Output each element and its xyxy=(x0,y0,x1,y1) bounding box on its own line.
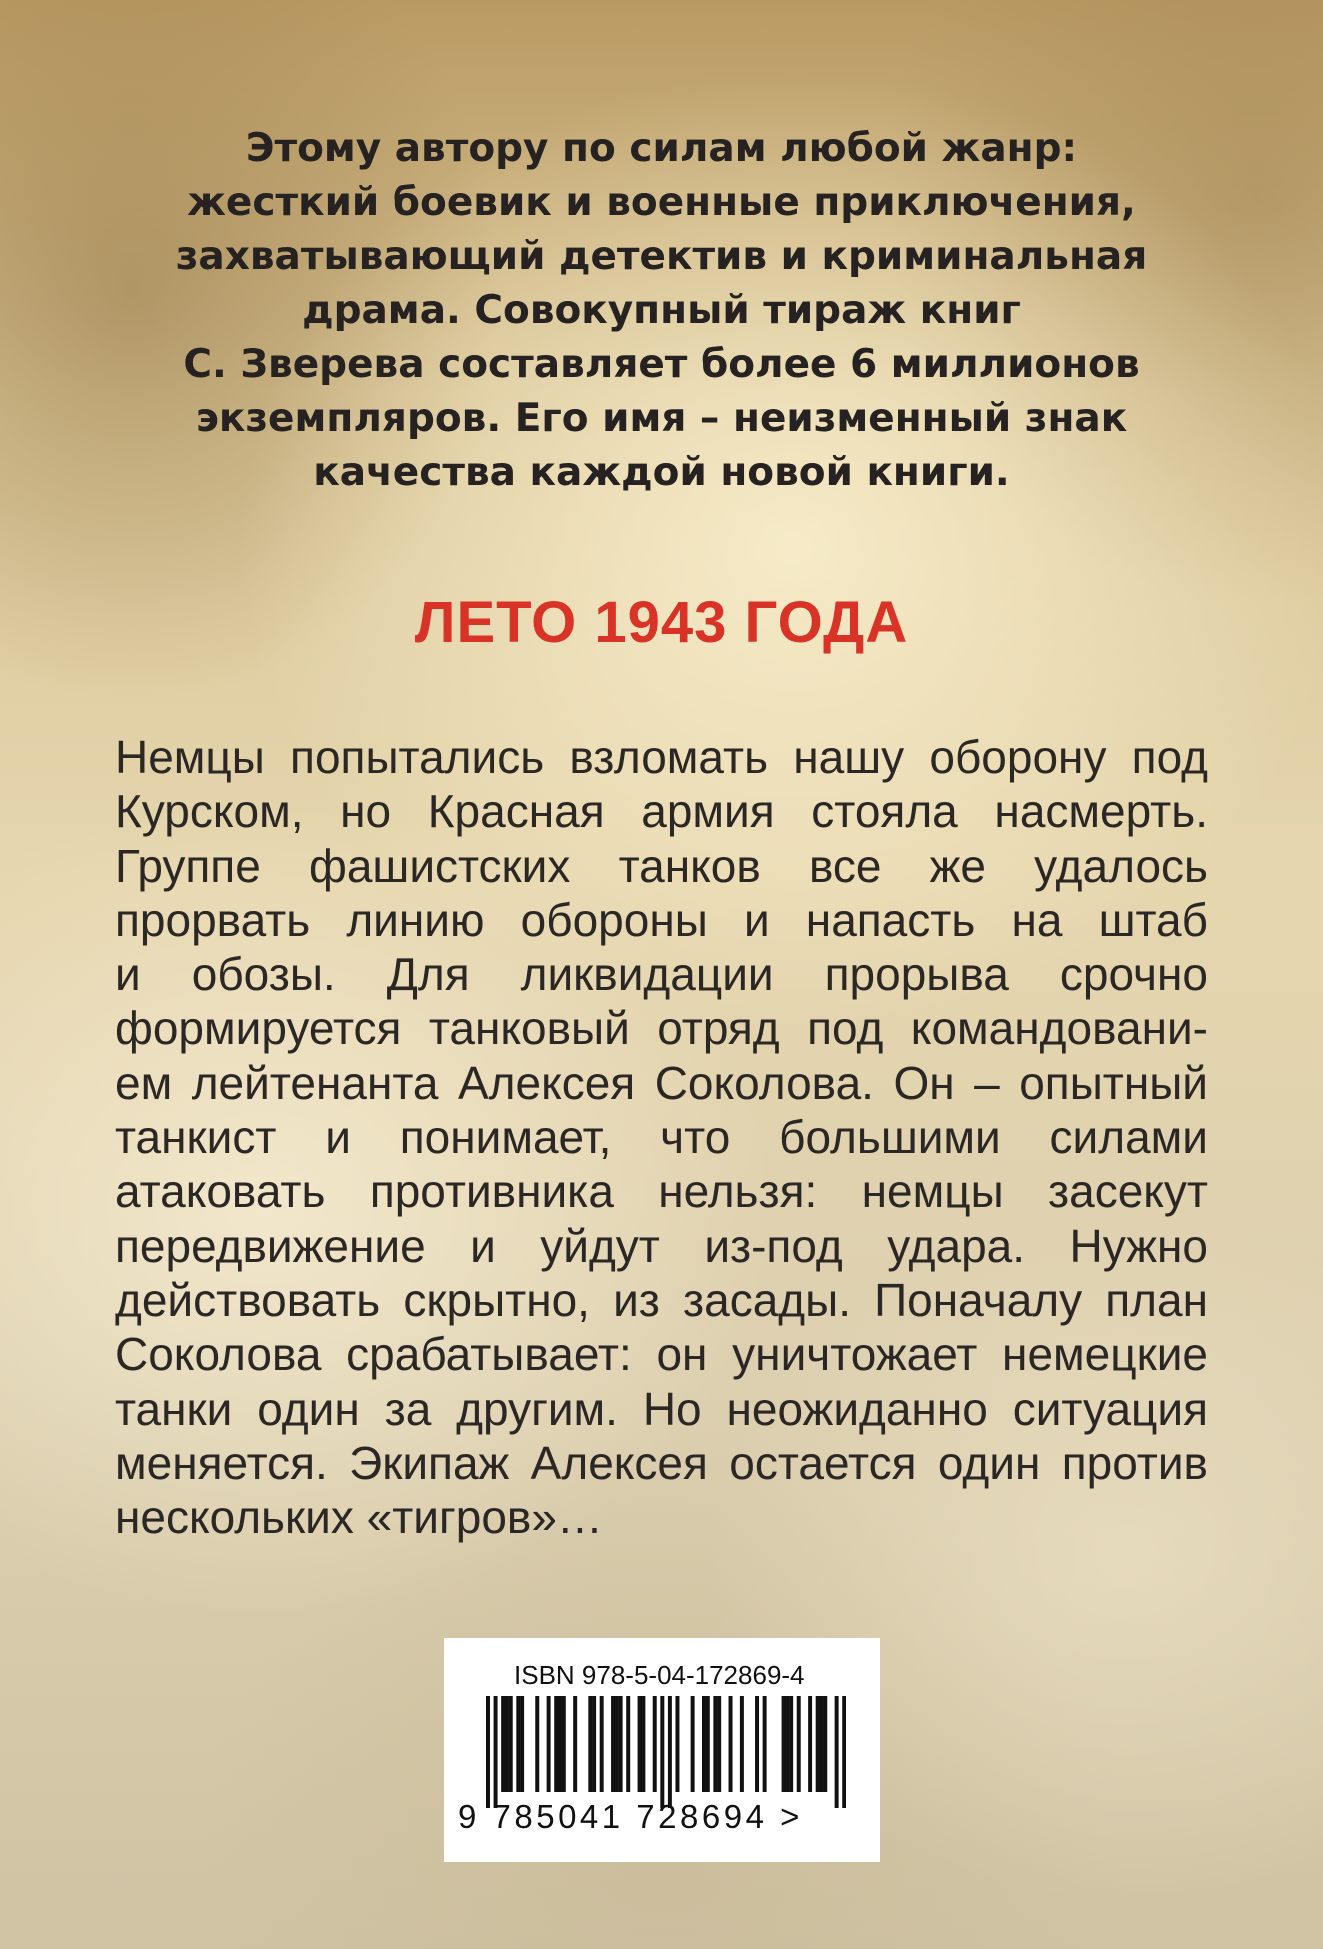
blurb-line: нескольких «тигров»… xyxy=(115,1491,603,1544)
blurb-line: меняется. Экипаж Алексея остается один против xyxy=(115,1436,1208,1489)
barcode-bar xyxy=(626,1696,630,1792)
barcode-bar xyxy=(713,1696,717,1792)
isbn-label: ISBN 978-5-04-172869-4 xyxy=(514,1660,805,1690)
blurb-line: танкист и понимает, что большими силами xyxy=(115,1111,1208,1164)
teaser-line: захватывающий детектив и криминальная xyxy=(175,234,1148,279)
barcode-bar xyxy=(535,1696,539,1792)
barcode-bar xyxy=(494,1696,498,1808)
blurb-line: Группе фашистских танков все же удалось xyxy=(115,839,1208,892)
barcode-bar xyxy=(653,1696,657,1792)
barcode-bar xyxy=(588,1696,592,1792)
barcode-bar xyxy=(611,1696,615,1792)
blurb-line: Соколова срабатывает: он уничтожает немецкие xyxy=(115,1328,1208,1381)
barcode-bar xyxy=(706,1696,710,1792)
blurb-line: атаковать противника нельзя: немцы засекут xyxy=(115,1165,1208,1218)
barcode-bar xyxy=(520,1696,524,1792)
barcode-bar xyxy=(547,1696,551,1792)
barcode-bar xyxy=(823,1696,827,1792)
barcode-bar xyxy=(835,1696,839,1808)
barcode-bar xyxy=(558,1696,562,1792)
barcode-bars xyxy=(486,1696,846,1808)
barcode-bar xyxy=(516,1696,520,1792)
blurb-line: действовать скрытно, из засады. Поначалу план xyxy=(115,1273,1208,1326)
blurb-line: танки один за другим. Но неожиданно ситуация xyxy=(115,1382,1208,1435)
barcode-bar xyxy=(554,1696,558,1792)
barcode-bar xyxy=(729,1696,733,1792)
blurb-line: Курском, но Красная армия стояла насмерть. xyxy=(115,785,1208,838)
barcode-bar xyxy=(615,1696,619,1792)
barcode-bar xyxy=(600,1696,604,1792)
barcode-bar xyxy=(641,1696,645,1792)
teaser-line: экземпляров. Его имя – неизменный знак xyxy=(195,396,1128,441)
barcode-bar xyxy=(668,1696,672,1808)
barcode-digits: 9 785041 728694 > xyxy=(458,1798,803,1835)
barcode-bar xyxy=(702,1696,706,1792)
barcode-bar xyxy=(755,1696,759,1792)
barcode-bar xyxy=(619,1696,623,1792)
barcode-bar xyxy=(797,1696,801,1792)
teaser-line: С. Зверева составляет более 6 миллионов xyxy=(183,342,1140,387)
blurb-line: формируется танковый отряд под командовани- xyxy=(115,1002,1208,1055)
teaser-line: драма. Совокупный тираж книг xyxy=(302,288,1021,333)
barcode-bar xyxy=(501,1696,505,1792)
barcode-bar xyxy=(782,1696,786,1792)
barcode-bar xyxy=(819,1696,823,1792)
barcode-bar xyxy=(638,1696,642,1792)
barcode-bar xyxy=(573,1696,577,1792)
blurb-line: ем лейтенанта Алексея Соколова. Он – опытный xyxy=(115,1056,1208,1109)
barcode-bar xyxy=(717,1696,721,1792)
barcode-bar xyxy=(562,1696,566,1792)
blurb-line: передвижение и уйдут из-под удара. Нужно xyxy=(115,1219,1208,1272)
barcode-bar xyxy=(842,1696,846,1808)
barcode-bar xyxy=(808,1696,812,1792)
book-blurb xyxy=(115,730,1208,1544)
blurb-line: прорвать линию обороны и напасть на штаб xyxy=(115,893,1208,946)
barcode-bar xyxy=(740,1696,744,1792)
blurb-line: Немцы попытались взломать нашу оборону под xyxy=(115,731,1208,783)
barcode-bar xyxy=(691,1696,695,1792)
barcode-bar xyxy=(816,1696,820,1792)
barcode-bar xyxy=(675,1696,679,1792)
teaser-line: Этому автору по силам любой жанр: xyxy=(245,126,1078,171)
barcode-bar xyxy=(592,1696,596,1792)
barcode-bar xyxy=(763,1696,767,1792)
barcode-bar xyxy=(486,1696,490,1808)
blurb-line: и обозы. Для ликвидации прорыва срочно xyxy=(115,948,1208,1001)
barcode-bar xyxy=(505,1696,509,1792)
barcode-bar xyxy=(785,1696,789,1792)
headline: ЛЕТО 1943 ГОДА xyxy=(414,590,909,655)
author-teaser xyxy=(100,122,1223,500)
barcode-bar xyxy=(660,1696,664,1808)
barcode-bar xyxy=(509,1696,513,1792)
barcode-bar xyxy=(789,1696,793,1792)
teaser-line: качества каждой новой книги. xyxy=(313,450,1010,495)
isbn-barcode xyxy=(444,1638,880,1862)
teaser-line: жесткий боевик и военные приключения, xyxy=(187,180,1136,225)
